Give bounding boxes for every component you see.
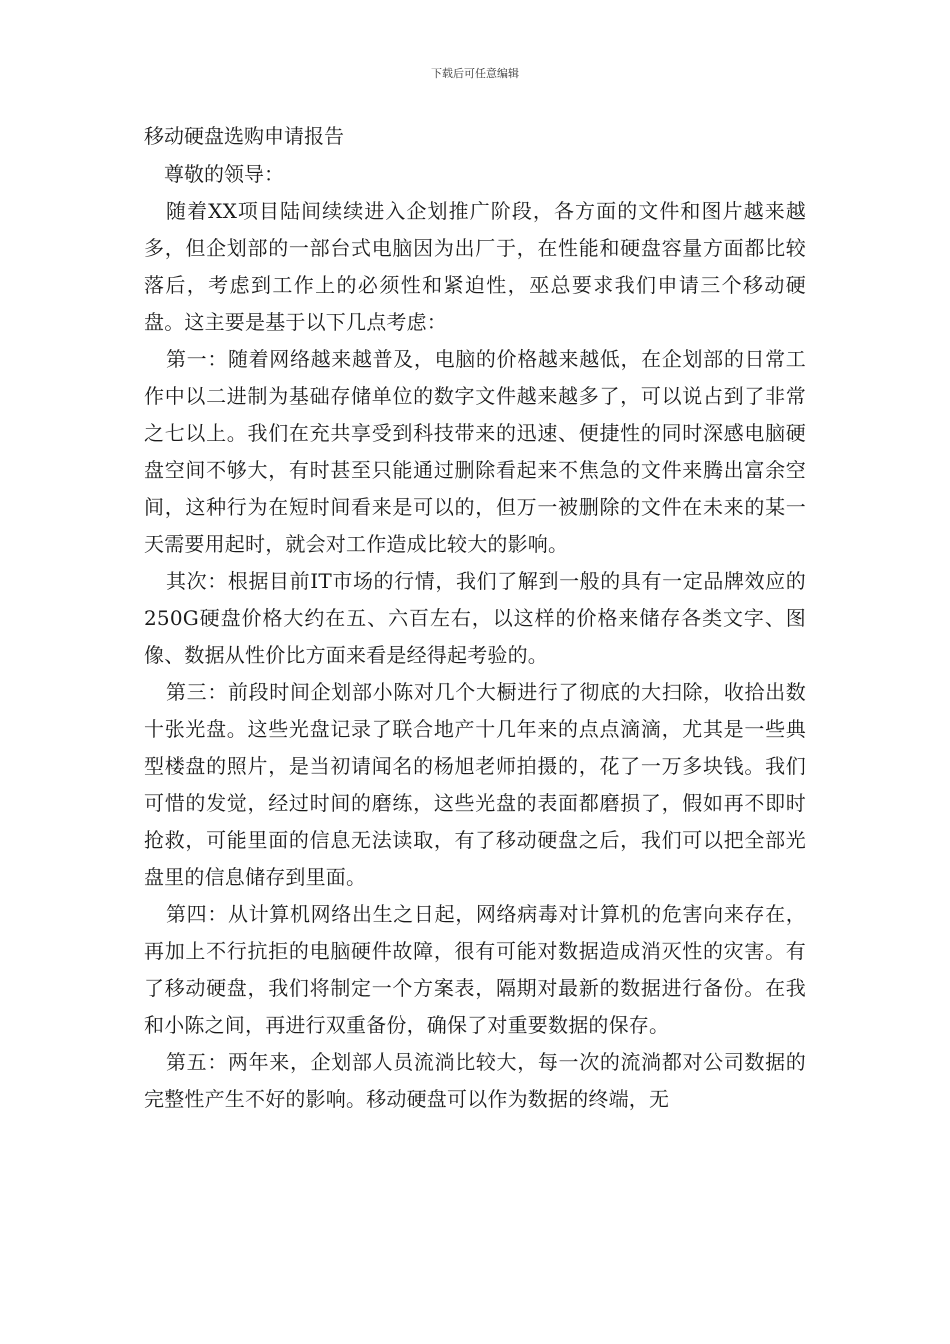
paragraph-fifth-point: 第五：两年来，企划部人员流淌比较大，每一次的流淌都对公司数据的完整性产生不好的影响。移动硬盘可以作为数据的终端，无 — [144, 1050, 806, 1111]
paragraph-third-point: 第三：前段时间企划部小陈对几个大橱进行了彻底的大扫除，收拾出数十张光盘。这些光盘记录了联合地产十几年来的点点滴滴，尤其是一些典型楼盘的照片，是当初请闻名的杨旭老师拍摄的，花了一万多块钱。我们可惜的发觉，经过时间的磨练，这些光盘的表面都磨损了，假如再不即时抢救，可能里面的信息无法读取，有了移动硬盘之后，我们可以把全部光盘里的信息储存到里面。 — [144, 680, 806, 889]
paragraph-fourth-point: 第四：从计算机网络出生之日起，网络病毒对计算机的危害向来存在，再加上不行抗拒的电脑硬件故障，很有可能对数据造成消灭性的灾害。有了移动硬盘，我们将制定一个方案表，隔期对最新的数据进行备份。在我和小陈之间，再进行双重备份，确保了对重要数据的保存。 — [144, 902, 806, 1037]
paragraph-second-point: 其次：根据目前IT市场的行情，我们了解到一般的具有一定品牌效应的250G硬盘价格大约在五、六百左右，以这样的价格来储存各类文字、图像、数据从性价比方面来看是经得起考验的。 — [144, 569, 806, 667]
document-body — [144, 117, 806, 1118]
paragraph-intro: 随着XX项目陆间续续进入企划推广阶段，各方面的文件和图片越来越多，但企划部的一部台式电脑因为出厂于，在性能和硬盘容量方面都比较落后，考虑到工作上的必须性和紧迫性，巫总要求我们申请三个移动硬盘。这主要是基于以下几点考虑： — [144, 199, 806, 334]
document-title: 移动硬盘选购申请报告 — [144, 124, 344, 148]
header-note: 下载后可任意编辑 — [431, 67, 519, 80]
salutation: 尊敬的领导： — [164, 162, 284, 186]
paragraph-first-point: 第一：随着网络越来越普及，电脑的价格越来越低，在企划部的日常工作中以二进制为基础存储单位的数字文件越来越多了，可以说占到了非常之七以上。我们在充共享受到科技带来的迅速、便捷性的同时深感电脑硬盘空间不够大，有时甚至只能通过删除看起来不焦急的文件来腾出富余空间，这种行为在短时间看来是可以的，但万一被删除的文件在未来的某一天需要用起时，就会对工作造成比较大的影响。 — [144, 347, 806, 556]
